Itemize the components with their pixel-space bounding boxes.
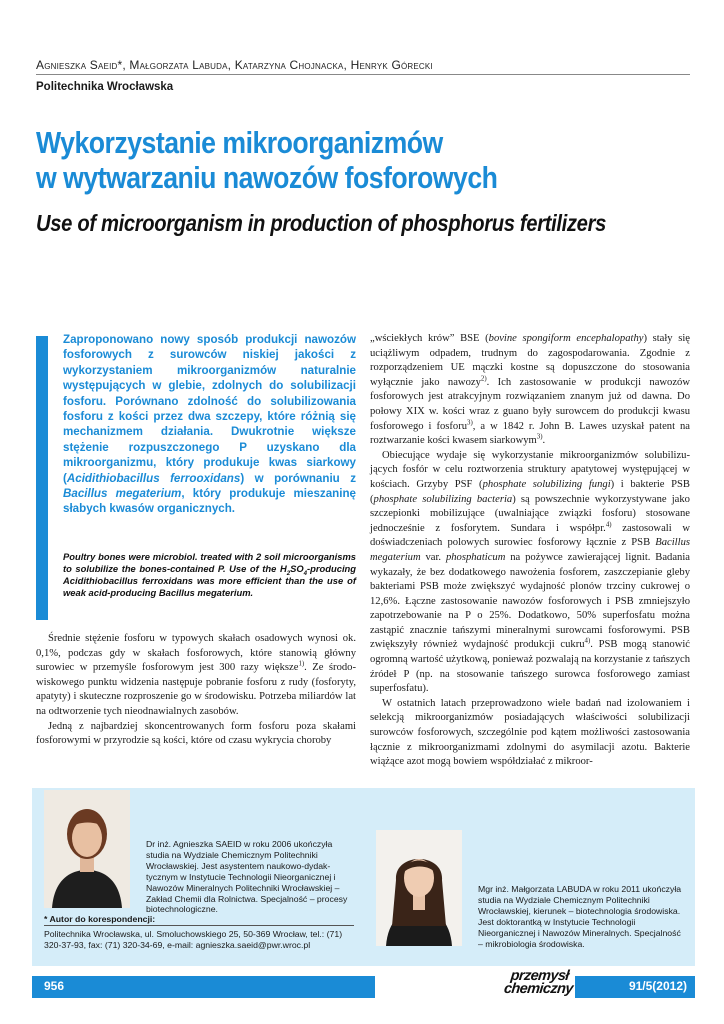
body-right-p1-text-b: ) stały się uciążliwym odpadem, trudnym do zagospodarowania. Zgodnie z rozporządzeniem UE mączki kostne są dopuszczone do stosowania wyłącznie jako nawozy xyxy=(370,333,690,388)
journal-logo-line2: chemiczny xyxy=(503,981,574,997)
author-photo-labuda xyxy=(376,830,462,946)
reference-marker: 4) xyxy=(605,521,612,529)
body-right-p2-italic-4: phosphaticum xyxy=(445,551,506,563)
portrait-image xyxy=(44,790,130,908)
body-right-p2-text-g: . PSB mogą stanowić ogromną wartość użytkową, ponieważ pozwalają na korzystanie z tańszych źródeł P (np. na stosowanie tańszego surowca fosforowego zamiast superfosfatu). xyxy=(370,639,690,695)
body-right-p2-italic-2: phosphate solubilizing bacteria xyxy=(373,493,513,505)
abstract-en-sub-2: 4 xyxy=(303,569,308,577)
body-right-p2-text-b: ) i bakterie PSB ( xyxy=(370,478,690,505)
body-left-p1-text-a: Średnie stężenie fosforu w typowych skałach osadowych wynosi ok. 0,1%, podczas gdy w skałach fosforowych, które stanowią główny surowiec w przemyśle fosforowym jest 300 razy większe xyxy=(36,633,356,674)
body-right-p2-text-e: var. xyxy=(420,551,446,563)
header-rule xyxy=(36,74,690,75)
bio-saeid: Dr inż. Agnieszka SAEID w roku 2006 ukończyła studia na Wydziale Chemicznym Politechniki Wrocławskiej. Jest asystentem naukowo-dydaktycznym w Instytucie Technologii Nieorganicznej i Nawozów Mineralnych Politechniki Wrocławskiej – Zakład Chemii dla Rolnictwa. Specjalność – procesy biotechnologiczne. xyxy=(146,839,348,915)
abstract-en-text-1: Poultry bones were microbiol. treated with 2 soil microorganisms to solubilize the bones-contained P. Use of the H xyxy=(63,551,356,575)
portrait-image xyxy=(376,830,462,946)
body-right-p1-text-e: . xyxy=(542,435,546,447)
footer-bar-left xyxy=(32,976,375,998)
abstract-pl-text-2: ) w porównaniu z xyxy=(240,471,356,485)
title-polish-line1: Wykorzystanie mikroorganizmów xyxy=(36,125,443,160)
reference-marker: 4) xyxy=(584,637,591,645)
reference-marker: 2) xyxy=(480,375,487,383)
abstract-pl-species-2: Bacillus megaterium xyxy=(63,487,182,501)
body-right-p2-text-c: ) są powszechnie wykorzystywane jako szczepionki mobilizujące (uwalniające związki fosforu) stosowane jednocześnie z fosforytem. Sundara i współpr. xyxy=(370,493,690,534)
abstract-pl-species-1: Acidithiobacillus ferrooxidans xyxy=(66,471,241,485)
abstract-polish xyxy=(63,332,356,517)
body-right-p2-text-a: Obiecujące wydaje się wykorzystanie mikroorganizmów solubilizujących fosfór w celu roztworzenia struktury apatytowej występującej w kościach. Grzyby PSF ( xyxy=(370,449,690,490)
body-column-left xyxy=(36,632,356,749)
title-english: Use of microorganism in production of phosphorus fertilizers xyxy=(36,210,606,236)
bio-labuda: Mgr inż. Małgorzata LABUDA w roku 2011 ukończyła studia na Wydziale Chemicznym Politechniki Wrocławskiej, kierunek – biotechnologia środowiska. Jest doktorantką w Instytucie Technologii Nieorganicznej i Nawozów Mineralnych. Specjalność – mikrobiologia środowiska. xyxy=(478,884,682,949)
correspondence-address: Politechnika Wrocławska, ul. Smoluchowskiego 25, 50-369 Wrocław, tel.: (71) 320-37-93, fax: (71) 320-34-69, e-mail: agnieszka.saeid@pwr.wroc.pl xyxy=(44,929,343,950)
body-right-p2-text-d: zastosowali w doświadczeniach polowych surowiec fosforowy łącznie z PSB xyxy=(370,522,691,549)
correspondence-rule xyxy=(44,925,354,926)
journal-logo xyxy=(499,970,580,996)
abstract-en-text-2: SO xyxy=(290,563,304,575)
affiliation: Politechnika Wrocławska xyxy=(36,81,174,93)
abstract-pl-text-1: Zaproponowano nowy sposób produkcji nawozów fosforowych z surowców niskiej jakości z wykorzystaniem mikroorganizmów naturalnie występujących w glebie, zdolnych do solubilizacji fosforu. Porównano zdolność do solubilizowania fosforu z kości przez dwa szczepy, które różnią się mechanizmem działania. Dwukrotnie większe stężenie rozpuszczonego P uzyskano dla mikroorganizmu, który produkuje kwas siarkowy ( xyxy=(63,333,356,485)
body-right-paragraph-2 xyxy=(370,449,690,697)
body-right-p1-text-a: „wściekłych krów” BSE ( xyxy=(370,333,489,344)
page-number: 956 xyxy=(44,979,65,993)
abstract-accent-bar xyxy=(36,336,48,620)
body-right-p2-italic-1: phosphate solubilizing fungi xyxy=(482,478,611,490)
author-photo-saeid xyxy=(44,790,130,908)
title-polish-line2: w wytwarzaniu nawozów fosforowych xyxy=(36,160,498,195)
body-right-p1-italic: bovine spongiform encephalopathy xyxy=(488,333,644,344)
abstract-en-text-3: -producing Acidithiobacillus ferroxidans was more efficient than the use of weak acid-producing Bacillus megaterium. xyxy=(63,563,356,599)
body-right-paragraph-1 xyxy=(370,332,690,449)
journal-logo-line1: przemysł xyxy=(509,968,570,984)
issue-number: 91/5(2012) xyxy=(628,979,687,993)
correspondence-label: * Autor do korespondencji: xyxy=(44,914,156,924)
reference-marker: 1) xyxy=(298,660,305,668)
abstract-english xyxy=(63,551,356,599)
body-right-paragraph-3: W ostatnich latach przeprowadzono wiele badań nad izolowaniem i selekcją mikroorganizmów posiadających właściwości solubilizacji surowców fosforowych, szczególnie pod kątem możliwości zastosowania łącznie z mikroorganizmami zdolnymi do asymilacji azotu. Bakterie wiążące azot mogą bowiem współdziałać z mikroor- xyxy=(370,697,690,768)
body-right-p1-text-c: . Ich zastosowanie w produkcji nawozów fosforowych jest atrakcyjnym rozwiązaniem znanym już od dawna. Do połowy XIX w. kości wraz z guano były surowcem do produkcji kwasu fosforowego i fosforu xyxy=(370,376,691,432)
body-left-paragraph-2: Jedną z najbardziej skoncentrowanych form fosforu poza skałami fosforowymi w przyrodzie są kości, które od czasu wykrycia choroby xyxy=(36,720,356,747)
abstract-en-sub-1: 2 xyxy=(286,569,291,577)
body-left-paragraph-1 xyxy=(36,632,356,720)
body-right-p2-text-f: na pożywce zawierającej lignit. Badania wykazały, że bez dodatkowego nawożenia fosforem, zaszczepianie gleby bakteriami PSB może zwiększyć wydajność plonów trzciny cukrowej o 12,6%. Łączne zastosowanie nawozów fosforowych i PSB zmniejszyło zapotrzebowanie na P o 25%. Dodatkowo, 50% superfosfatu można zastąpić znacznie tańszymi mineralnymi surowcami fosforowymi. PSB zwiększyły również wydajność produkcji cukru xyxy=(370,551,690,651)
body-left-p1-text-b: . Ze środowiskowego punktu widzenia następuje pobranie fosforu z rudy (fosforyty, apatyty) i skuteczne rozproszenie go w środowisku. Potrzeba miliardów lat na odtworzenie tych nieodnawialnych zasobów. xyxy=(36,662,356,717)
reference-marker: 3) xyxy=(536,433,543,441)
body-right-p1-text-d: , a w 1842 r. John B. Lawes uzyskał patent na roztwarzanie kości kwasem siarkowym xyxy=(370,420,690,447)
abstract-pl-text-3: , który produkuje mieszaninę słabych kwasów organicznych. xyxy=(63,487,356,516)
author-list: Agnieszka Saeid*, Małgorzata Labuda, Katarzyna Chojnacka, Henryk Górecki xyxy=(36,58,433,72)
body-column-right xyxy=(370,332,690,770)
body-right-p2-italic-3: Bacillus megaterium xyxy=(370,537,690,563)
reference-marker: 3) xyxy=(467,419,473,427)
title-polish xyxy=(36,125,604,195)
